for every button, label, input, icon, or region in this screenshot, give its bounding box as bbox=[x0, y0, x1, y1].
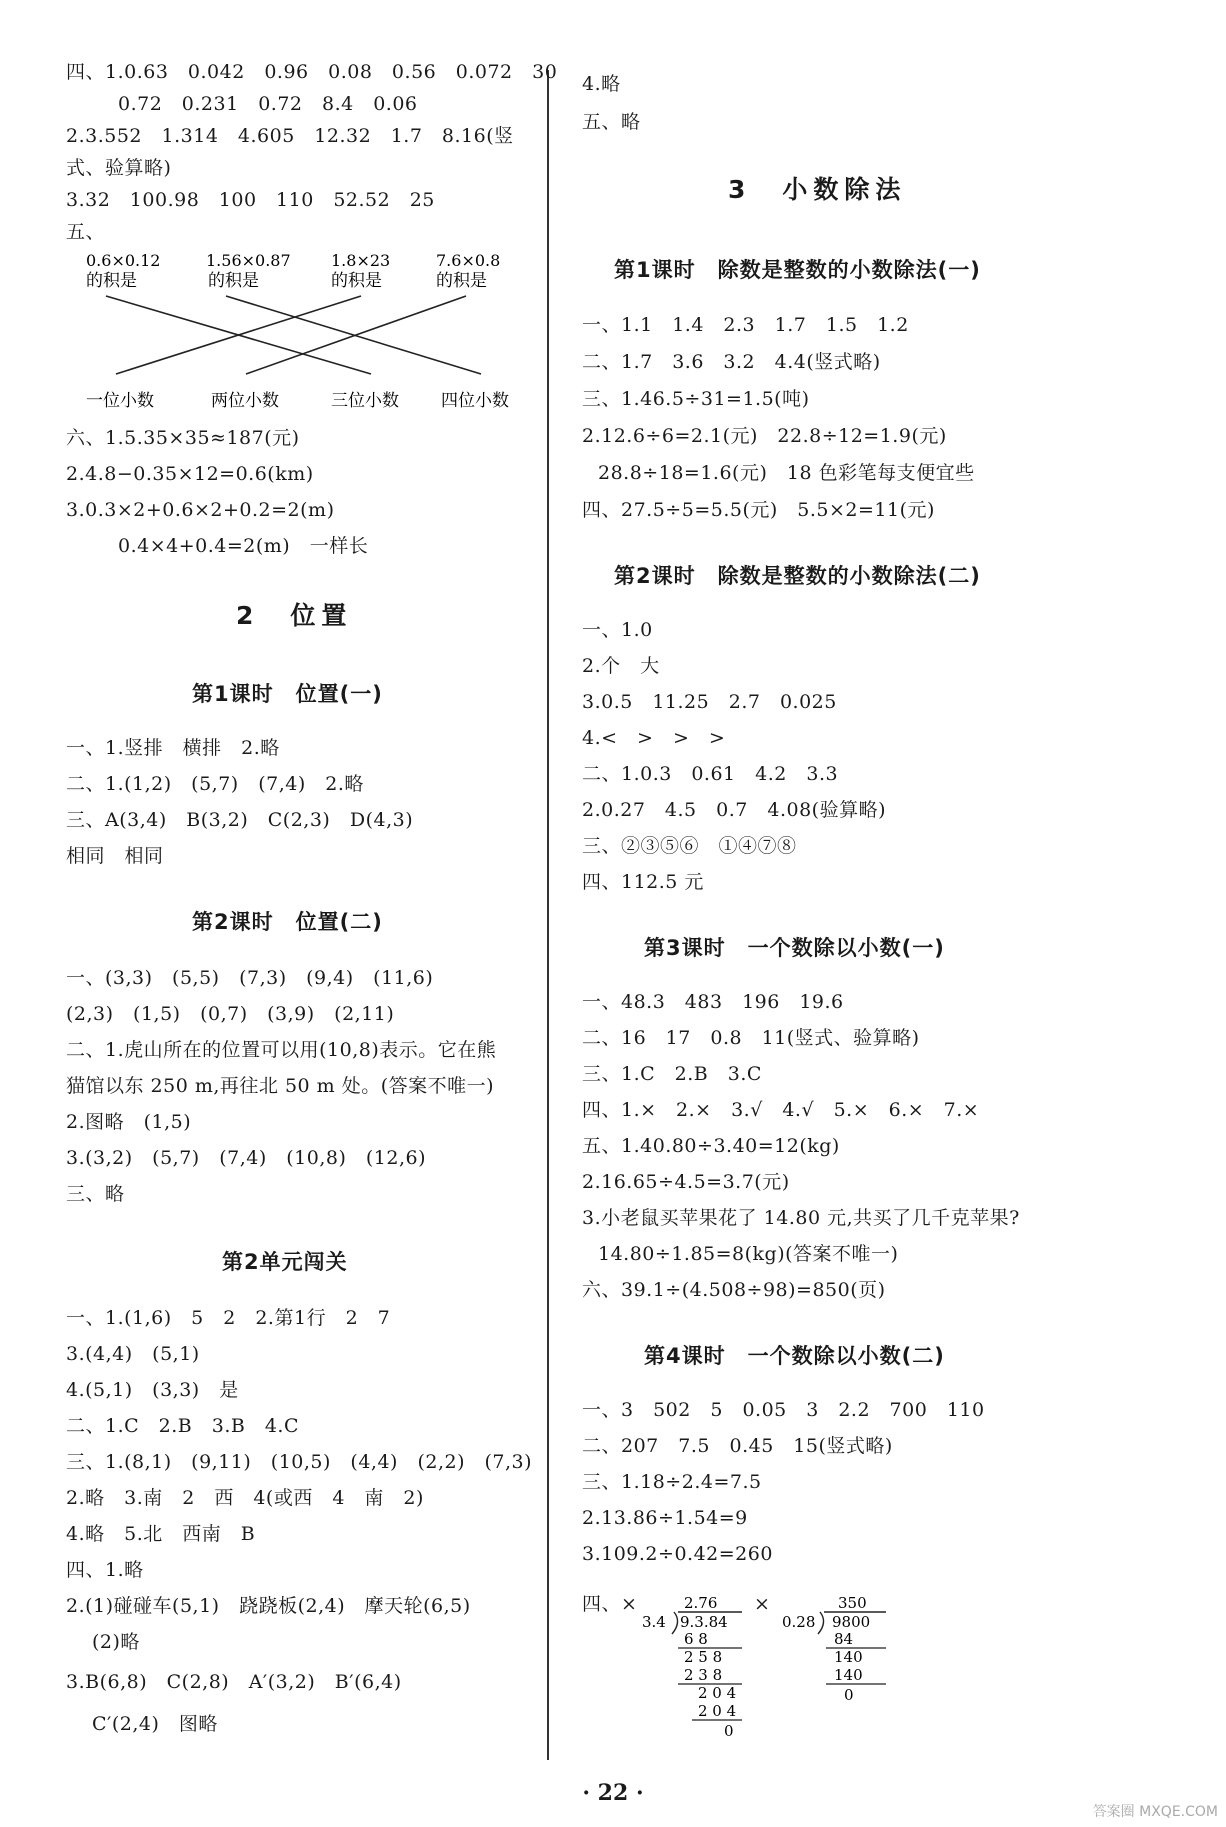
answer-line: 一、(3,3) (5,5) (7,3) (9,4) (11,6) bbox=[66, 967, 434, 989]
answer-line: 一、1.1 1.4 2.3 1.7 1.5 1.2 bbox=[582, 314, 909, 336]
section-title: 3 小数除法 bbox=[728, 175, 907, 204]
step: 140 bbox=[834, 1648, 863, 1666]
match-bottom-3: 三位小数 bbox=[331, 391, 399, 411]
remainder: 0 bbox=[844, 1686, 854, 1704]
answer-line: 三、A(3,4) B(3,2) C(2,3) D(4,3) bbox=[66, 809, 414, 831]
divisor: 3.4 bbox=[642, 1613, 666, 1631]
lesson-title: 第3课时 一个数除以小数(一) bbox=[644, 936, 945, 960]
answer-line: 二、1.(1,2) (5,7) (7,4) 2.略 bbox=[66, 773, 364, 795]
section-title: 2 位置 bbox=[236, 601, 353, 630]
answer-line: 2.个 大 bbox=[582, 655, 660, 677]
match-bottom-4: 四位小数 bbox=[441, 391, 509, 411]
column-divider bbox=[547, 70, 549, 1760]
answer-line: 五、 bbox=[66, 221, 106, 243]
step: 6 8 bbox=[684, 1630, 708, 1648]
answer-line: 六、1.5.35×35≈187(元) bbox=[66, 427, 300, 449]
answer-line: 3.(4,4) (5,1) bbox=[66, 1343, 200, 1365]
answer-line: 三、1.(8,1) (9,11) (10,5) (4,4) (2,2) (7,3) bbox=[66, 1451, 533, 1473]
answer-line: 3.32 100.98 100 110 52.52 25 bbox=[66, 189, 435, 211]
answer-line: 3.109.2÷0.42=260 bbox=[582, 1543, 773, 1565]
matching-diagram bbox=[86, 246, 526, 416]
match-top-3: 1.8×23 bbox=[331, 251, 391, 270]
answer-line: 四、1.略 bbox=[66, 1559, 144, 1581]
answer-line: 2.12.6÷6=2.1(元) 22.8÷12=1.9(元) bbox=[582, 425, 947, 447]
step: 2 0 4 bbox=[698, 1702, 737, 1720]
quotient: 2.76 bbox=[684, 1594, 718, 1612]
answer-line: × bbox=[754, 1593, 771, 1615]
quotient: 350 bbox=[838, 1594, 867, 1612]
answer-line: 一、1.(1,6) 5 2 2.第1行 2 7 bbox=[66, 1307, 391, 1329]
answer-line: 3.B(6,8) C(2,8) A′(3,2) B′(6,4) bbox=[66, 1671, 402, 1693]
answer-line: 四、27.5÷5=5.5(元) 5.5×2=11(元) bbox=[582, 499, 935, 521]
dividend: 9800 bbox=[832, 1613, 871, 1631]
match-top-3-suffix: 的积是 bbox=[331, 271, 382, 291]
lesson-title: 第1课时 除数是整数的小数除法(一) bbox=[614, 258, 981, 282]
answer-line: 0.72 0.231 0.72 8.4 0.06 bbox=[118, 93, 418, 115]
answer-line: 五、1.40.80÷3.40=12(kg) bbox=[582, 1135, 840, 1157]
answer-line: 四、× bbox=[582, 1593, 638, 1615]
answer-line: 三、略 bbox=[66, 1183, 125, 1205]
remainder: 0 bbox=[724, 1722, 734, 1740]
answer-line: 14.80÷1.85=8(kg)(答案不唯一) bbox=[598, 1243, 899, 1265]
answer-line: 一、1.竖排 横排 2.略 bbox=[66, 737, 280, 759]
answer-line: (2,3) (1,5) (0,7) (3,9) (2,11) bbox=[66, 1003, 395, 1025]
match-top-1: 0.6×0.12 bbox=[86, 251, 161, 270]
answer-line: 4.略 5.北 西南 B bbox=[66, 1523, 256, 1545]
dividend: 9.3.84 bbox=[680, 1613, 728, 1631]
answer-line: 相同 相同 bbox=[66, 845, 164, 867]
answer-line: 二、16 17 0.8 11(竖式、验算略) bbox=[582, 1027, 920, 1049]
match-line bbox=[116, 296, 361, 374]
answer-line: 三、1.C 2.B 3.C bbox=[582, 1063, 762, 1085]
answer-line: 2.(1)碰碰车(5,1) 跷跷板(2,4) 摩天轮(6,5) bbox=[66, 1595, 471, 1617]
answer-line: 2.3.552 1.314 4.605 12.32 1.7 8.16(竖 bbox=[66, 125, 514, 147]
answer-line: 2.13.86÷1.54=9 bbox=[582, 1507, 748, 1529]
answer-line: 4.< > > > bbox=[582, 727, 726, 749]
answer-line: 2.4.8−0.35×12=0.6(km) bbox=[66, 463, 314, 485]
answer-line: 三、1.46.5÷31=1.5(吨) bbox=[582, 388, 810, 410]
match-top-2-suffix: 的积是 bbox=[208, 271, 259, 291]
long-division-2 bbox=[782, 1594, 892, 1734]
watermark: 答案圈 MXQE.COM bbox=[1092, 1804, 1218, 1820]
answer-line: 2.略 3.南 2 西 4(或西 4 南 2) bbox=[66, 1487, 424, 1509]
answer-line: 二、1.7 3.6 3.2 4.4(竖式略) bbox=[582, 351, 881, 373]
answer-line: 一、48.3 483 196 19.6 bbox=[582, 991, 844, 1013]
answer-line: 二、1.0.3 0.61 4.2 3.3 bbox=[582, 763, 839, 785]
answer-line: 3.(3,2) (5,7) (7,4) (10,8) (12,6) bbox=[66, 1147, 427, 1169]
lesson-title: 第1课时 位置(一) bbox=[192, 682, 383, 706]
long-division-1 bbox=[642, 1594, 752, 1754]
match-top-4: 7.6×0.8 bbox=[436, 251, 501, 270]
step: 2 3 8 bbox=[684, 1666, 723, 1684]
answer-line: C′(2,4) 图略 bbox=[92, 1713, 218, 1735]
lesson-title: 第2课时 位置(二) bbox=[192, 910, 383, 934]
answer-line: 2.16.65÷4.5=3.7(元) bbox=[582, 1171, 790, 1193]
division-bracket bbox=[818, 1612, 824, 1634]
match-top-4-suffix: 的积是 bbox=[436, 271, 487, 291]
match-line bbox=[226, 296, 481, 374]
step: 140 bbox=[834, 1666, 863, 1684]
division-bracket bbox=[672, 1612, 678, 1634]
answer-line: 3.小老鼠买苹果花了 14.80 元,共买了几千克苹果? bbox=[582, 1207, 1020, 1229]
match-bottom-2: 两位小数 bbox=[211, 391, 279, 411]
answer-line: 四、1.0.63 0.042 0.96 0.08 0.56 0.072 30 bbox=[66, 61, 558, 83]
lesson-title: 第2课时 除数是整数的小数除法(二) bbox=[614, 564, 981, 588]
answer-line: 0.4×4+0.4=2(m) 一样长 bbox=[118, 535, 369, 557]
match-bottom-1: 一位小数 bbox=[86, 391, 154, 411]
divisor: 0.28 bbox=[782, 1613, 816, 1631]
answer-line: (2)略 bbox=[92, 1631, 140, 1653]
answer-line: 三、②③⑤⑥ ①④⑦⑧ bbox=[582, 835, 797, 857]
answer-line: 一、3 502 5 0.05 3 2.2 700 110 bbox=[582, 1399, 985, 1421]
match-top-2: 1.56×0.87 bbox=[206, 251, 291, 270]
step: 2 5 8 bbox=[684, 1648, 723, 1666]
answer-line: 3.0.5 11.25 2.7 0.025 bbox=[582, 691, 837, 713]
page-number: · 22 · bbox=[582, 1780, 644, 1806]
lesson-title: 第4课时 一个数除以小数(二) bbox=[644, 1344, 945, 1368]
step: 84 bbox=[834, 1630, 854, 1648]
answer-line: 二、1.C 2.B 3.B 4.C bbox=[66, 1415, 300, 1437]
answer-line: 六、39.1÷(4.508÷98)=850(页) bbox=[582, 1279, 886, 1301]
answer-line: 五、略 bbox=[582, 111, 641, 133]
lesson-title: 第2单元闯关 bbox=[222, 1250, 348, 1274]
match-top-1-suffix: 的积是 bbox=[86, 271, 137, 291]
answer-line: 3.0.3×2+0.6×2+0.2=2(m) bbox=[66, 499, 335, 521]
answer-line: 三、1.18÷2.4=7.5 bbox=[582, 1471, 762, 1493]
answer-line: 2.0.27 4.5 0.7 4.08(验算略) bbox=[582, 799, 886, 821]
answer-line: 一、1.0 bbox=[582, 619, 653, 641]
step: 2 0 4 bbox=[698, 1684, 737, 1702]
answer-line: 二、1.虎山所在的位置可以用(10,8)表示。它在熊 bbox=[66, 1039, 497, 1061]
answer-line: 四、112.5 元 bbox=[582, 871, 704, 893]
answer-line: 4.略 bbox=[582, 73, 621, 95]
answer-line: 四、1.× 2.× 3.√ 4.√ 5.× 6.× 7.× bbox=[582, 1099, 980, 1121]
answer-line: 2.图略 (1,5) bbox=[66, 1111, 192, 1133]
answer-line: 猫馆以东 250 m,再往北 50 m 处。(答案不唯一) bbox=[66, 1075, 495, 1097]
answer-line: 28.8÷18=1.6(元) 18 色彩笔每支便宜些 bbox=[598, 462, 975, 484]
answer-line: 二、207 7.5 0.45 15(竖式略) bbox=[582, 1435, 893, 1457]
match-line bbox=[246, 296, 466, 374]
answer-line: 式、验算略) bbox=[66, 157, 172, 179]
answer-line: 4.(5,1) (3,3) 是 bbox=[66, 1379, 239, 1401]
